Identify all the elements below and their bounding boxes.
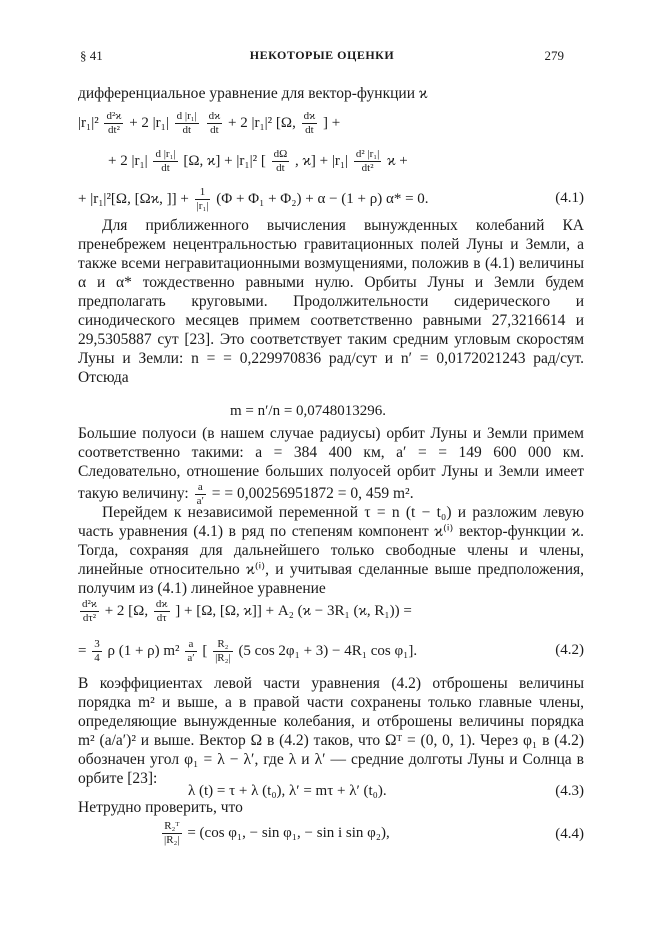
denominator: a′ <box>196 495 204 507</box>
denominator: 4 <box>94 652 100 664</box>
numerator: a <box>185 638 196 652</box>
numerator: a <box>195 481 206 495</box>
denominator: dτ² <box>82 612 97 624</box>
eq-term: + 2 |r₁|² <box>227 114 273 131</box>
eq-term: = (cos φ₁, − sin φ₁, − sin i sin φ₂), <box>187 824 390 841</box>
numerator: dΩ <box>273 148 288 160</box>
intro-line: дифференциальное уравнение для вектор-функции ϰ <box>78 85 428 102</box>
running-title: НЕКОТОРЫЕ ОЦЕНКИ <box>249 48 395 62</box>
equation-4-1-line-1 <box>78 110 340 137</box>
paragraph-2-text-a: Большие полуоси (в нашем случае радиусы) орбит Луны и Земли примем соответственно такими: a = 384 400 км, a′ = = 149 600 000 км. Следовательно, отношение больших полуосей орбит Луны и Земли имеет такую величину: <box>78 425 584 503</box>
equation-4-4 <box>160 820 390 847</box>
equation-number-4-1: (4.1) <box>555 190 584 206</box>
eq-term: ] + [Ω, [Ω, ϰ]] + A₂ (ϰ − 3R₁ (ϰ, R₁)) = <box>175 602 412 619</box>
denominator: dt² <box>108 124 120 136</box>
denominator: |R₂| <box>215 652 231 664</box>
equation-number-4-4: (4.4) <box>555 826 584 842</box>
fraction <box>153 148 177 175</box>
denominator: dt <box>210 124 219 136</box>
section-number: § 41 <box>80 48 103 63</box>
numerator: 1 <box>195 186 211 200</box>
fraction <box>162 820 182 847</box>
numerator: dϰ <box>155 598 168 610</box>
paragraph-4: В коэффициентах левой части уравнения (4.2) отброшены величины порядка m² и выше, а в правой части сохранены только главные члены, определяющие вынужденные колебания, и отброшены величины порядка m² (a/a′)² и выше. Вектор Ω в (4.2) таков, что Ωᵀ = (0, 0, 1). Через φ₁ в (4.2) обозначен угол φ₁ = λ − λ′, где λ и λ′ — средние долготы Луны и Солнца в орбите [23]: <box>78 675 584 787</box>
fraction <box>302 110 318 137</box>
eq-term: + 2 |r₁| <box>129 114 169 131</box>
denominator: |R₂| <box>164 834 180 846</box>
denominator: a′ <box>187 652 195 664</box>
fraction <box>272 148 290 175</box>
eq-term: (5 cos 2φ₁ + 3) − 4R₁ cos φ₁]. <box>238 642 418 659</box>
fraction <box>104 110 123 137</box>
eq-term: [Ω, ϰ] + |r₁|² <box>183 152 258 169</box>
fraction <box>213 638 233 665</box>
equation-4-1-line-3 <box>78 186 429 213</box>
eq-term: ϰ + <box>387 152 408 169</box>
fraction <box>354 148 381 175</box>
numerator: d² |r₁| <box>355 148 380 160</box>
eq-term: + 2 [Ω, <box>104 602 149 619</box>
eq-term: ] + <box>323 114 341 131</box>
eq-term: , ϰ] + |r₁| <box>295 152 349 169</box>
eq-term: + 2 |r₁| <box>108 152 148 169</box>
paragraph-5: Нетрудно проверить, что <box>78 799 243 816</box>
denominator: dt <box>276 162 285 174</box>
eq-term: = <box>78 642 87 659</box>
eq-term: (Φ + Φ₁ + Φ₂) + α − (1 + ρ) α* = 0. <box>216 190 429 207</box>
denominator: dt <box>161 162 170 174</box>
running-header <box>80 48 564 68</box>
eq-term: + |r₁|²[Ω, [Ωϰ, ]] + <box>78 190 189 207</box>
paragraph-1: Для приближенного вычисления вынужденных колебаний КА пренебрежем нецентральностью гравитационных полей Луны и Земли, а также всеми негравитационными возмущениями, положив в (4.1) величины α и α* тождественно равными нулю. Орбиты Луны и Земли будем предполагать круговыми. Продолжительности сидерического и синодического месяцев примем соответственно равными 27,3216614 и 29,5305887 сут [23]. Это соответствует таким средним угловым скоростям Луны и Земли: n = = 0,229970836 рад/сут и n′ = 0,0172021243 рад/сут. Отсюда <box>78 217 584 386</box>
eq-term: [Ω, <box>275 114 296 131</box>
numerator: d |r₁| <box>176 110 197 122</box>
eq-term: ρ (1 + ρ) m² <box>107 642 180 659</box>
denominator: dt² <box>361 162 374 174</box>
denominator: dt <box>305 124 314 136</box>
numerator: dϰ <box>303 110 316 122</box>
fraction <box>92 638 102 665</box>
numerator: d |r₁| <box>155 148 176 160</box>
eq-term: [ <box>202 642 208 659</box>
equation-number-4-2: (4.2) <box>555 642 584 658</box>
page-number: 279 <box>544 48 564 63</box>
denominator: |r₁| <box>196 200 209 212</box>
numerator: 3 <box>94 638 100 650</box>
fraction <box>80 598 99 625</box>
paragraph-2-text-b: = = 0,00256951872 = 0, 459 m². <box>211 485 414 503</box>
fraction <box>154 598 170 625</box>
denominator: dτ <box>156 612 167 624</box>
numerator: R₂ᵀ <box>162 820 182 834</box>
paragraph-2 <box>78 424 584 508</box>
paragraph-3: Перейдем к независимой переменной τ = n (t − t₀) и разложим левую часть уравнения (4.1) в ряд по степеням компонент ϰ⁽ⁱ⁾ вектор-функции ϰ. Тогда, сохраняя для дальнейшего только свободные члены и члены, линейные относительно ϰ⁽ⁱ⁾, и учитывая сделанные выше предположения, получим из (4.1) линейное уравнение <box>78 504 584 597</box>
equation-4-2-line-1 <box>78 598 412 625</box>
numerator: dϰ <box>208 110 221 122</box>
fraction <box>185 638 196 665</box>
equation-4-3: λ (t) = τ + λ (t₀), λ′ = mτ + λ′ (t₀). <box>188 783 387 799</box>
denominator: dt <box>182 124 192 136</box>
equation-4-2-line-2 <box>78 638 417 665</box>
equation-number-4-3: (4.3) <box>555 783 584 799</box>
fraction <box>195 186 211 213</box>
numerator: d²ϰ <box>82 598 97 610</box>
eq-term: [ <box>260 152 266 169</box>
equation-m: m = n′/n = 0,0748013296. <box>230 403 387 419</box>
numerator: R₂ <box>213 638 233 652</box>
fraction <box>175 110 199 137</box>
numerator: d²ϰ <box>106 110 122 122</box>
eq-term: |r₁|² <box>78 114 99 131</box>
equation-4-1-line-2 <box>108 148 408 175</box>
fraction <box>207 110 223 137</box>
